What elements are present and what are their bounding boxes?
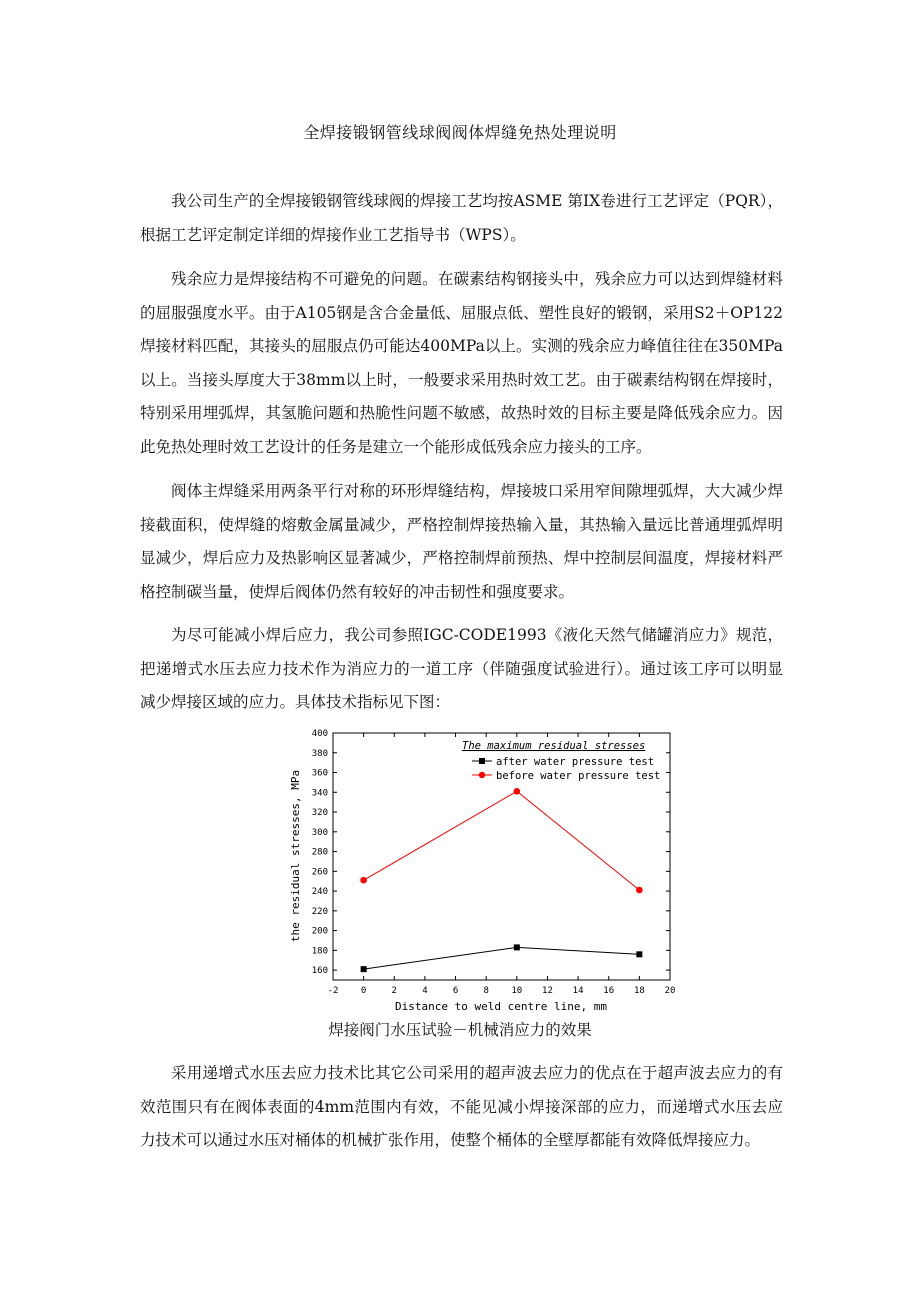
x-tick-label: 4: [422, 986, 428, 996]
x-tick-label: 8: [483, 986, 489, 996]
x-tick-label: 0: [360, 986, 367, 996]
legend: [472, 756, 660, 782]
y-axis-label: the residual stresses, MPa: [289, 769, 302, 943]
y-tick-label: 360: [311, 768, 328, 779]
x-tick-label: 18: [633, 986, 645, 996]
legend-label-after: after water pressure test: [496, 756, 655, 768]
x-tick-label: 6: [452, 986, 459, 996]
y-tick-label: 300: [311, 827, 328, 838]
paragraph-weld-structure: 阀体主焊缝采用两条平行对称的环形焊缝结构，焊接坡口采用窄间隙埋弧焊，大大减少焊接截面积，使焊缝的熔敷金属量减少，严格控制焊接热输入量，其热输入量远比普通埋弧焊明显减少，焊后应力及热影响区显著减少，严格控制焊前预热、焊中控制层间温度，焊接材料严格控制碳当量，使焊后阀体仍然有较好的冲击韧性和强度要求。: [140, 482, 783, 601]
data-point-square: [514, 944, 520, 950]
y-tick-label: 160: [311, 966, 328, 977]
x-tick-label: 20: [664, 986, 676, 996]
x-tick-label: 16: [603, 986, 615, 996]
data-point-circle: [360, 877, 367, 884]
y-tick-label: 260: [311, 867, 328, 878]
document-title: 全焊接锻钢管线球阀阀体焊缝免热处理说明: [303, 123, 617, 142]
series-line-0: [364, 947, 640, 969]
y-tick-label: 240: [311, 887, 328, 898]
x-tick-label: 10: [511, 986, 523, 996]
y-tick-label: 280: [311, 847, 328, 858]
data-point-square: [361, 966, 367, 972]
x-tick-label: -2: [327, 986, 339, 996]
x-tick-label: 12: [542, 986, 553, 996]
data-point-circle: [514, 788, 521, 795]
y-tick-label: 400: [311, 729, 328, 739]
figure-caption: 焊接阀门水压试验－机械消应力的效果: [328, 1021, 592, 1039]
legend-label-before: before water pressure test: [496, 770, 661, 782]
x-axis-label: Distance to weld centre line, mm: [395, 1000, 607, 1013]
legend-marker-square: [479, 758, 485, 764]
legend-marker-circle: [479, 772, 485, 778]
series-lines: [364, 791, 640, 969]
paragraph-residual-stress: 残余应力是焊接结构不可避免的问题。在碳素结构钢接头中，残余应力可以达到焊缝材料的屈服强度水平。由于A105钢是含合金量低、屈服点低、塑性良好的锻钢，采用S2＋OP122焊接材料匹配，其接头的屈服点仍可能达400MPa以上。实测的残余应力峰值往往在350MPa以上。当接头厚度大于38mm以上时，一般要求采用热时效工艺。由于碳素结构钢在焊接时，特别采用埋弧焊，其氢脆问题和热脆性问题不敏感，故热时效的目标主要是降低残余应力。因此免热处理时效工艺设计的任务是建立一个能形成低残余应力接头的工序。: [140, 270, 783, 456]
paragraph-wps: 我公司生产的全焊接锻钢管线球阀的焊接工艺均按ASME 第IX卷进行工艺评定（PQR），根据工艺评定制定详细的焊接作业工艺指导书（WPS）。: [140, 192, 783, 244]
y-tick-label: 340: [311, 788, 328, 799]
y-tick-label: 180: [311, 946, 328, 957]
paragraph-stress-relief: 为尽可能减小焊后应力，我公司参照IGC-CODE1993《液化天然气储罐消应力》规范，把递增式水压去应力技术作为消应力的一道工序（伴随强度试验进行）。通过该工序可以明显减少焊接区域的应力。具体技术指标见下图：: [140, 626, 783, 711]
x-tick-label: 2: [391, 986, 397, 996]
series-line-1: [364, 791, 640, 890]
y-tick-label: 220: [311, 906, 328, 917]
x-tick-label: 14: [572, 986, 584, 996]
data-point-circle: [636, 887, 643, 894]
y-tick-label: 380: [311, 748, 328, 759]
chart-title: The maximum residual stresses: [462, 740, 646, 752]
y-tick-label: 200: [311, 926, 328, 937]
paragraph-hydro-advantage: 采用递增式水压去应力技术比其它公司采用的超声波去应力的优点在于超声波去应力的有效范围只有在阀体表面的4mm范围内有效，不能见减小焊接深部的应力，而递增式水压去应力技术可以通过水压对桶体的机械扩张作用，使整个桶体的全壁厚都能有效降低焊接应力。: [140, 1064, 783, 1149]
series-points: [360, 788, 642, 972]
data-point-square: [636, 951, 642, 957]
y-tick-label: 320: [311, 808, 328, 819]
residual-stress-chart: [280, 725, 700, 1017]
